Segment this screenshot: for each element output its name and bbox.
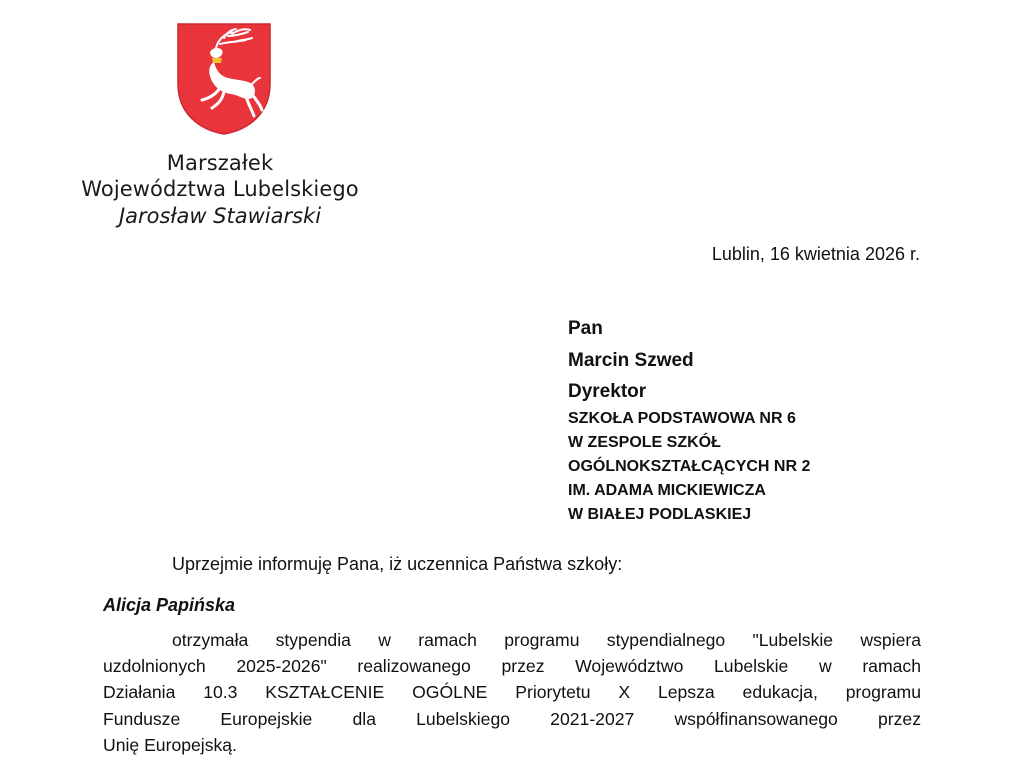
paragraph-line: Działania 10.3 KSZTAŁCENIE OGÓLNE Priorytetu X Lepsza edukacja, programu bbox=[103, 682, 921, 703]
paragraph-line: Unię Europejską. bbox=[103, 734, 237, 755]
paragraph-line: uzdolnionych 2025-2026" realizowanego przez Województwo Lubelskie w ramach bbox=[103, 656, 921, 677]
body-paragraph bbox=[103, 627, 921, 758]
recipient-address-line: W BIAŁEJ PODLASKIEJ bbox=[568, 506, 752, 523]
issuer-region: Województwa Lubelskiego bbox=[81, 177, 359, 201]
recipient-title: Dyrektor bbox=[568, 381, 647, 402]
issuer-name: Jarosław Stawiarski bbox=[118, 204, 322, 228]
recipient-block bbox=[568, 313, 810, 527]
paragraph-line: Fundusze Europejskie dla Lubelskiego 2021-2027 współfinansowanego przez bbox=[103, 708, 921, 729]
recipient-address-line: IM. ADAMA MICKIEWICZA bbox=[568, 482, 766, 499]
paragraph-line: otrzymała stypendia w ramach programu stypendialnego "Lubelskie wspiera bbox=[172, 630, 921, 650]
issuer-block bbox=[70, 150, 370, 230]
issuer-office-title: Marszałek bbox=[166, 151, 274, 175]
letter-date: Lublin, 16 kwietnia 2026 r. bbox=[711, 244, 920, 264]
recipient-address-line: OGÓLNOKSZTAŁCĄCYCH NR 2 bbox=[568, 458, 811, 475]
recipient-address-line: W ZESPOLE SZKÓŁ bbox=[568, 434, 721, 451]
recipient-salutation: Pan bbox=[568, 318, 603, 339]
intro-sentence: Uprzejmie informuję Pana, iż uczennica Państwa szkoły: bbox=[172, 554, 623, 574]
recipient-address-line: SZKOŁA PODSTAWOWA NR 6 bbox=[568, 410, 796, 427]
coat-of-arms-icon bbox=[176, 22, 272, 136]
recipient-name: Marcin Szwed bbox=[568, 350, 694, 371]
student-name: Alicja Papińska bbox=[103, 595, 236, 615]
